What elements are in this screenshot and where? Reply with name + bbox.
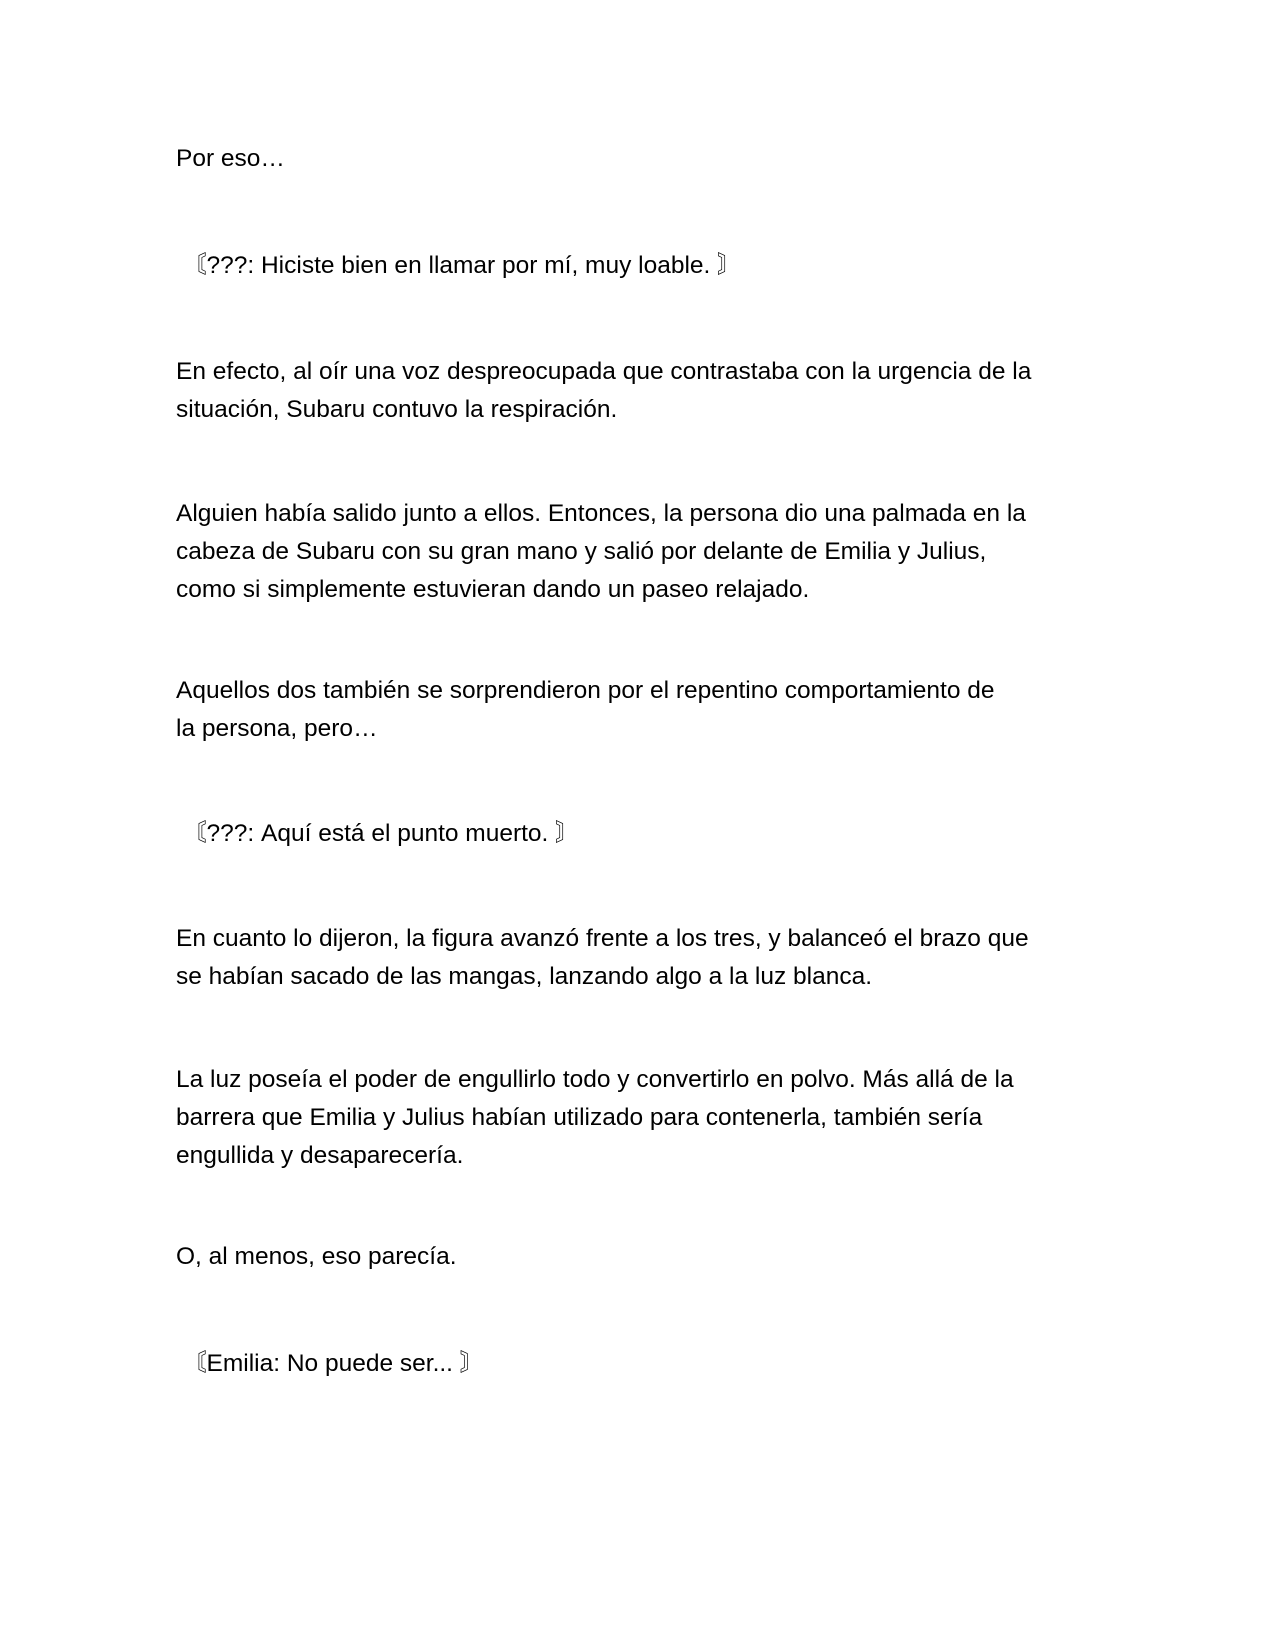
text-line: En cuanto lo dijeron, la figura avanzó frente a los tres, y balanceó el brazo que bbox=[176, 925, 1029, 952]
text-line: engullida y desaparecería. bbox=[176, 1142, 464, 1169]
paragraph-2 bbox=[176, 353, 1116, 429]
text-line: 〘???: Aquí está el punto muerto. 〙 bbox=[182, 820, 580, 847]
paragraph-7 bbox=[176, 1238, 1116, 1276]
paragraph-4 bbox=[176, 672, 1116, 748]
text-line: O, al menos, eso parecía. bbox=[176, 1243, 457, 1270]
dialogue-3 bbox=[182, 1345, 1122, 1383]
paragraph-1 bbox=[176, 140, 1116, 178]
text-line: barrera que Emilia y Julius habían utilizado para contenerla, también sería bbox=[176, 1104, 983, 1131]
text-line: La luz poseía el poder de engullirlo todo y convertirlo en polvo. Más allá de la bbox=[176, 1066, 1014, 1093]
text-line: 〘???: Hiciste bien en llamar por mí, muy loable. 〙 bbox=[182, 252, 742, 279]
paragraph-5 bbox=[176, 920, 1116, 996]
text-line: como si simplemente estuvieran dando un paseo relajado. bbox=[176, 576, 810, 603]
text-line: Por eso… bbox=[176, 145, 285, 172]
dialogue-1 bbox=[182, 247, 1122, 285]
dialogue-2 bbox=[182, 815, 1122, 853]
text-line: En efecto, al oír una voz despreocupada que contrastaba con la urgencia de la bbox=[176, 358, 1032, 385]
text-line: situación, Subaru contuvo la respiración. bbox=[176, 396, 618, 423]
text-line: cabeza de Subaru con su gran mano y salió por delante de Emilia y Julius, bbox=[176, 538, 987, 565]
text-line: 〘Emilia: No puede ser... 〙 bbox=[182, 1350, 485, 1377]
text-line: se habían sacado de las mangas, lanzando algo a la luz blanca. bbox=[176, 963, 873, 990]
text-line: Aquellos dos también se sorprendieron por el repentino comportamiento de bbox=[176, 677, 995, 704]
text-line: Alguien había salido junto a ellos. Entonces, la persona dio una palmada en la bbox=[176, 500, 1026, 527]
text-line: la persona, pero… bbox=[176, 715, 378, 742]
paragraph-3 bbox=[176, 495, 1116, 609]
paragraph-6 bbox=[176, 1061, 1116, 1175]
